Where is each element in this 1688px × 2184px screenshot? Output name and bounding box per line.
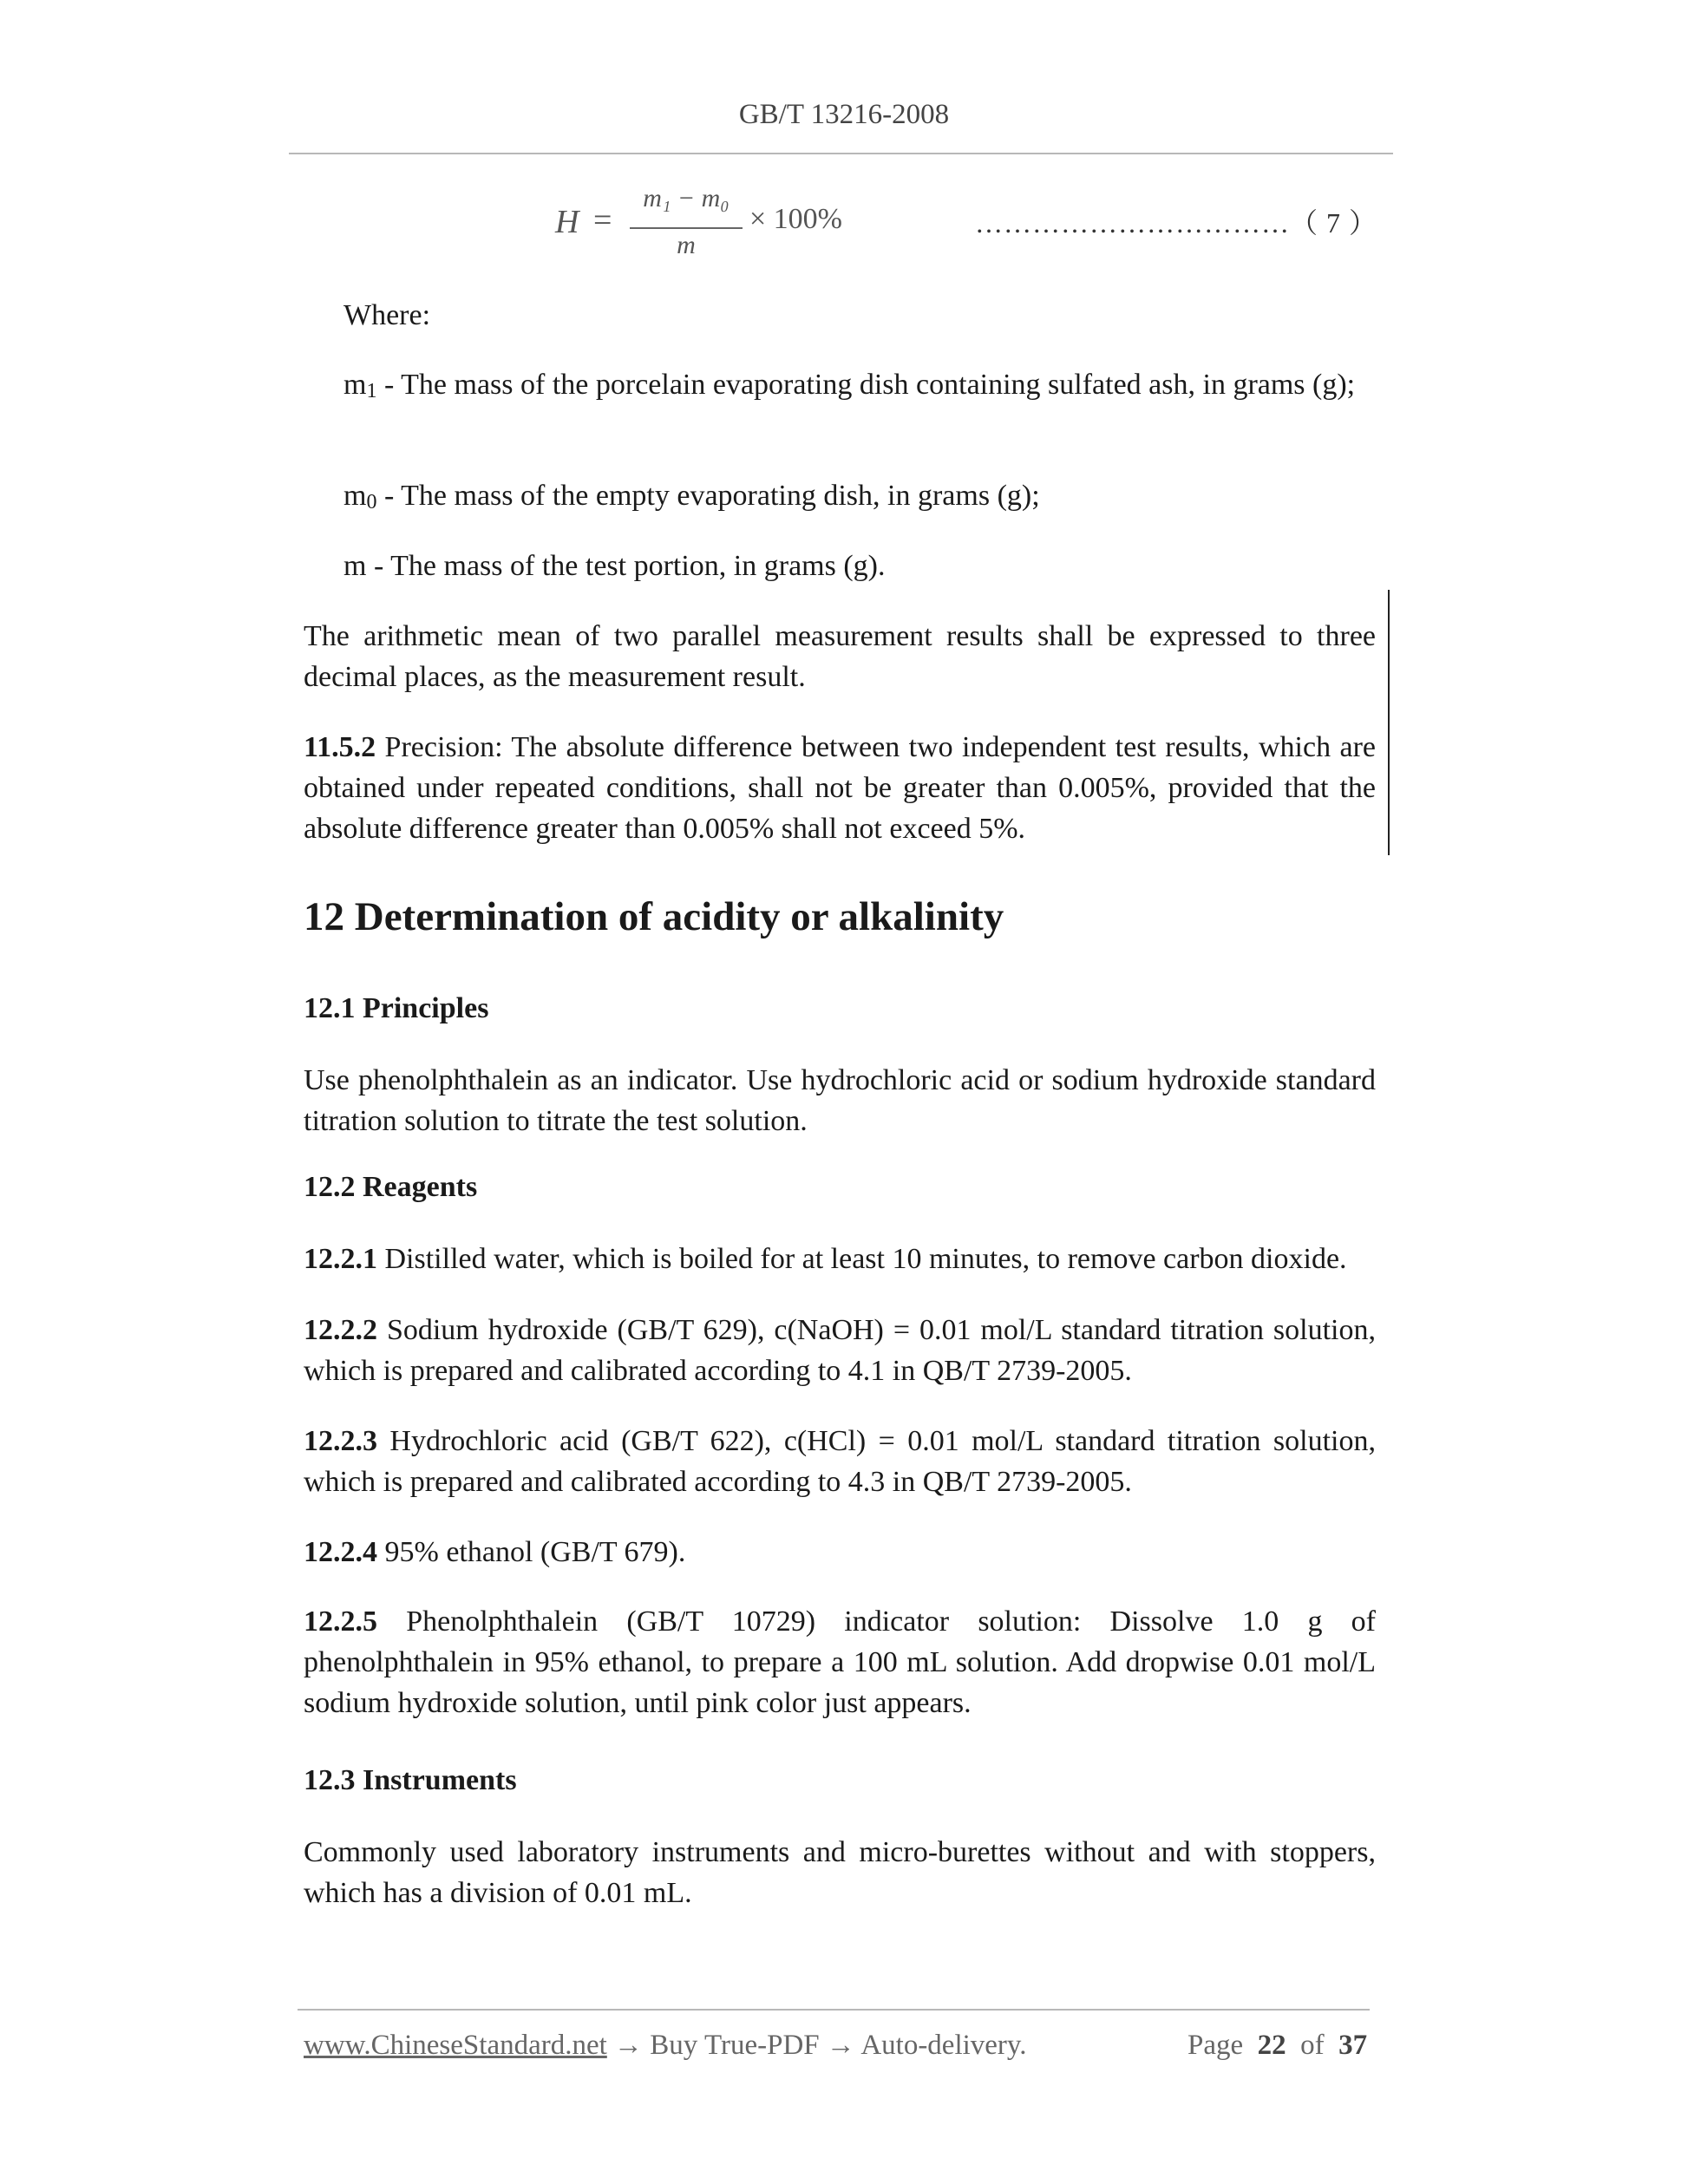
- principles-paragraph: Use phenolphthalein as an indicator. Use hydrochloric acid or sodium hydroxide standard titration solution to titrate the test solution.: [304, 1064, 1376, 1137]
- clause-number: 12.2.4: [304, 1536, 377, 1568]
- clause-text: Precision: The absolute difference between two independent test results, which are obtained under repeated conditions, shall not be greater than 0.005%, provided that the absolute difference greater than 0.005% shall not exceed 5%.: [304, 731, 1376, 845]
- page-label: Page: [1187, 2030, 1244, 2061]
- clause-12-2-3: [304, 1421, 1376, 1502]
- mean-paragraph: The arithmetic mean of two parallel measurement results shall be expressed to three decimal places, as the measurement result.: [304, 620, 1376, 693]
- section-12-heading: 12 Determination of acidity or alkalinity: [304, 894, 1004, 939]
- section-12-2-heading: 12.2 Reagents: [304, 1171, 478, 1203]
- clause-text: Sodium hydroxide (GB/T 629), c(NaOH) = 0.01 mol/L standard titration solution, which is prepared and calibrated according to 4.1 in QB/T 2739-2005.: [304, 1314, 1376, 1387]
- change-marker-bar: [1388, 590, 1390, 855]
- clause-12-2-2: [304, 1310, 1376, 1391]
- clause-12-2-1: [304, 1239, 1376, 1279]
- clause-12-2-4: [304, 1532, 1376, 1573]
- clause-number: 12.2.5: [304, 1605, 377, 1638]
- buy-pdf-text: Buy True-PDF: [650, 2030, 820, 2061]
- clause-number: 11.5.2: [304, 731, 376, 763]
- clause-11-5-2: [304, 727, 1376, 849]
- fraction-bar: [630, 227, 743, 229]
- formula-numerator: m₁ − m₀: [643, 184, 730, 213]
- m0-subscript: 0: [366, 491, 377, 513]
- clause-number: 12.2.2: [304, 1314, 377, 1346]
- of-label: of: [1300, 2030, 1325, 2061]
- definition-m1: [343, 364, 1376, 412]
- clause-text: Hydrochloric acid (GB/T 622), c(HCl) = 0.01 mol/L standard titration solution, which is prepared and calibrated according to 4.3 in QB/T 2739-2005.: [304, 1425, 1376, 1498]
- page-number: 22: [1257, 2030, 1286, 2061]
- section-12-3-heading: 12.3 Instruments: [304, 1764, 517, 1796]
- page-counter: [1187, 2030, 1367, 2062]
- clause-12-2-5: [304, 1601, 1376, 1723]
- clause-text: Phenolphthalein (GB/T 10729) indicator solution: Dissolve 1.0 g of phenolphthalein in 95% ethanol, to prepare a 100 mL solution. Add dropwise 0.01 mol/L sodium hydroxide solution, until pink color just appears.: [304, 1605, 1376, 1719]
- clause-number: 12.2.3: [304, 1425, 377, 1457]
- equation-number: ……………………………（ 7 ）: [975, 207, 1378, 239]
- m0-text: - The mass of the empty evaporating dish, in grams (g);: [376, 480, 1040, 512]
- formula-7: [552, 184, 907, 262]
- clause-number: 12.2.1: [304, 1243, 377, 1275]
- website-link[interactable]: www.ChineseStandard.net: [304, 2030, 607, 2061]
- clause-text: 95% ethanol (GB/T 679).: [377, 1536, 686, 1568]
- arrow-icon: →: [819, 2030, 861, 2061]
- arrow-icon: →: [606, 2030, 651, 2061]
- formula-denominator: m: [677, 231, 696, 259]
- m1-symbol: m: [343, 369, 367, 401]
- definition-m: m - The mass of the test portion, in grams (g).: [343, 550, 886, 582]
- page-total: 37: [1338, 2030, 1368, 2061]
- formula-multiplier: × 100%: [749, 203, 842, 235]
- m1-text: - The mass of the porcelain evaporating dish containing sulfated ash, in grams (g);: [376, 369, 1356, 401]
- footer-divider: [298, 2009, 1370, 2011]
- auto-delivery-text: Auto-delivery.: [860, 2030, 1027, 2061]
- formula-equals: =: [593, 202, 612, 239]
- m0-symbol: m: [343, 480, 367, 512]
- instruments-paragraph: Commonly used laboratory instruments and micro-burettes without and with stoppers, which has a division of 0.01 mL.: [304, 1836, 1376, 1909]
- page-header-title: GB/T 13216-2008: [738, 99, 950, 130]
- m1-subscript: 1: [366, 380, 377, 402]
- footer-promo: [304, 2030, 1027, 2062]
- section-12-1-heading: 12.1 Principles: [304, 992, 489, 1024]
- clause-text: Distilled water, which is boiled for at least 10 minutes, to remove carbon dioxide.: [377, 1243, 1347, 1275]
- header-divider: [289, 153, 1393, 154]
- where-label: Where:: [343, 299, 431, 331]
- formula-lhs: H: [555, 204, 579, 240]
- definition-m0: [343, 475, 1376, 523]
